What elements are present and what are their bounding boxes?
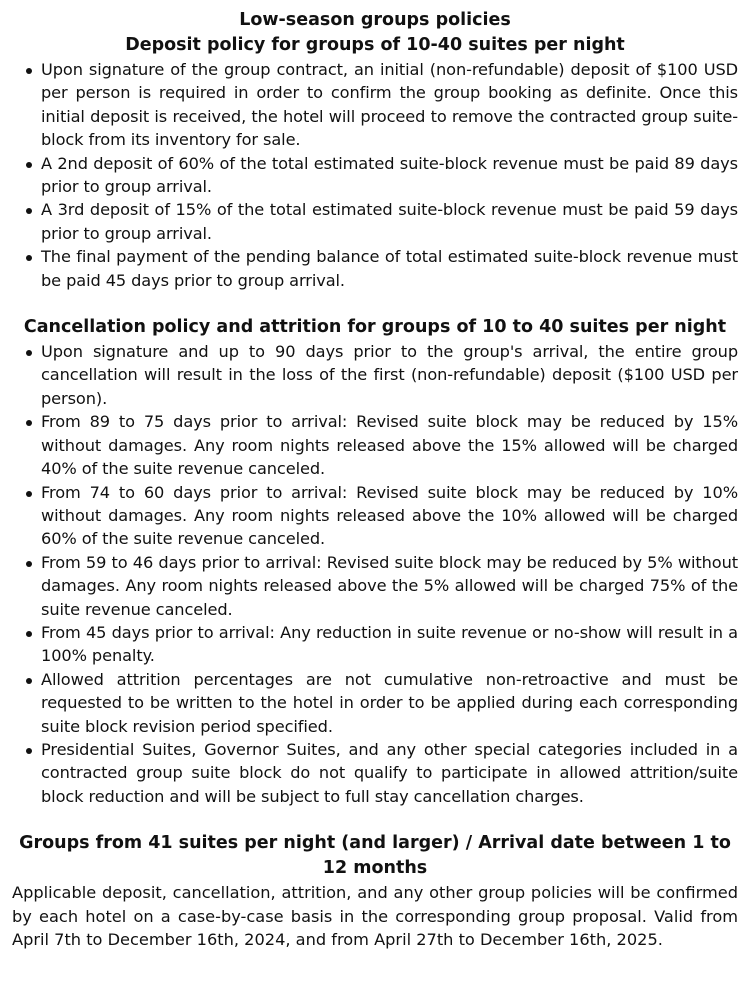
section-spacer xyxy=(12,808,738,831)
deposit-policy-heading: Deposit policy for groups of 10-40 suites per night xyxy=(125,35,625,55)
large-groups-section xyxy=(12,831,738,951)
cancellation-policy-section xyxy=(12,315,738,808)
deposit-policy-list xyxy=(12,58,738,292)
document-title: Low-season groups policies xyxy=(239,10,511,30)
cancellation-policy-list xyxy=(12,340,738,808)
section-spacer xyxy=(12,292,738,315)
list-item: Upon signature and up to 90 days prior to the group's arrival, the entire group cancellation will result in the loss of the first (non-refundable) deposit ($100 USD per person). xyxy=(12,340,738,410)
list-item: From 59 to 46 days prior to arrival: Revised suite block may be reduced by 5% without damages. Any room nights released above the 5% allowed will be charged 75% of the suite revenue canceled. xyxy=(12,551,738,621)
list-item: From 45 days prior to arrival: Any reduction in suite revenue or no-show will result in a 100% penalty. xyxy=(12,621,738,668)
large-groups-heading: Groups from 41 suites per night (and larger) / Arrival date between 1 to 12 months xyxy=(19,833,731,879)
deposit-policy-section xyxy=(12,33,738,292)
list-item: A 3rd deposit of 15% of the total estimated suite-block revenue must be paid 59 days prior to group arrival. xyxy=(12,198,738,245)
list-item: The final payment of the pending balance of total estimated suite-block revenue must be paid 45 days prior to group arrival. xyxy=(12,245,738,292)
large-groups-body: Applicable deposit, cancellation, attrition, and any other group policies will be confirmed by each hotel on a case-by-case basis in the corresponding group proposal. Valid from April 7th to December 16th, 2024, and from April 27th to December 16th, 2025. xyxy=(12,883,738,949)
list-item: From 74 to 60 days prior to arrival: Revised suite block may be reduced by 10% without damages. Any room nights released above the 10% allowed will be charged 60% of the suite revenue canceled. xyxy=(12,481,738,551)
list-item: Upon signature of the group contract, an initial (non-refundable) deposit of $100 USD per person is required in order to confirm the group booking as definite. Once this initial deposit is received, the hotel will proceed to remove the contracted group suite-block from its inventory for sale. xyxy=(12,58,738,152)
list-item: Allowed attrition percentages are not cumulative non-retroactive and must be requested to be written to the hotel in order to be applied during each corresponding suite block revision period specified. xyxy=(12,668,738,738)
cancellation-policy-heading: Cancellation policy and attrition for groups of 10 to 40 suites per night xyxy=(23,317,727,338)
list-item: A 2nd deposit of 60% of the total estimated suite-block revenue must be paid 89 days prior to group arrival. xyxy=(12,152,738,199)
list-item: Presidential Suites, Governor Suites, and any other special categories included in a contracted group suite block do not qualify to participate in allowed attrition/suite block reduction and will be subject to full stay cancellation charges. xyxy=(12,738,738,808)
list-item: From 89 to 75 days prior to arrival: Revised suite block may be reduced by 15% without damages. Any room nights released above the 15% allowed will be charged 40% of the suite revenue canceled. xyxy=(12,410,738,480)
